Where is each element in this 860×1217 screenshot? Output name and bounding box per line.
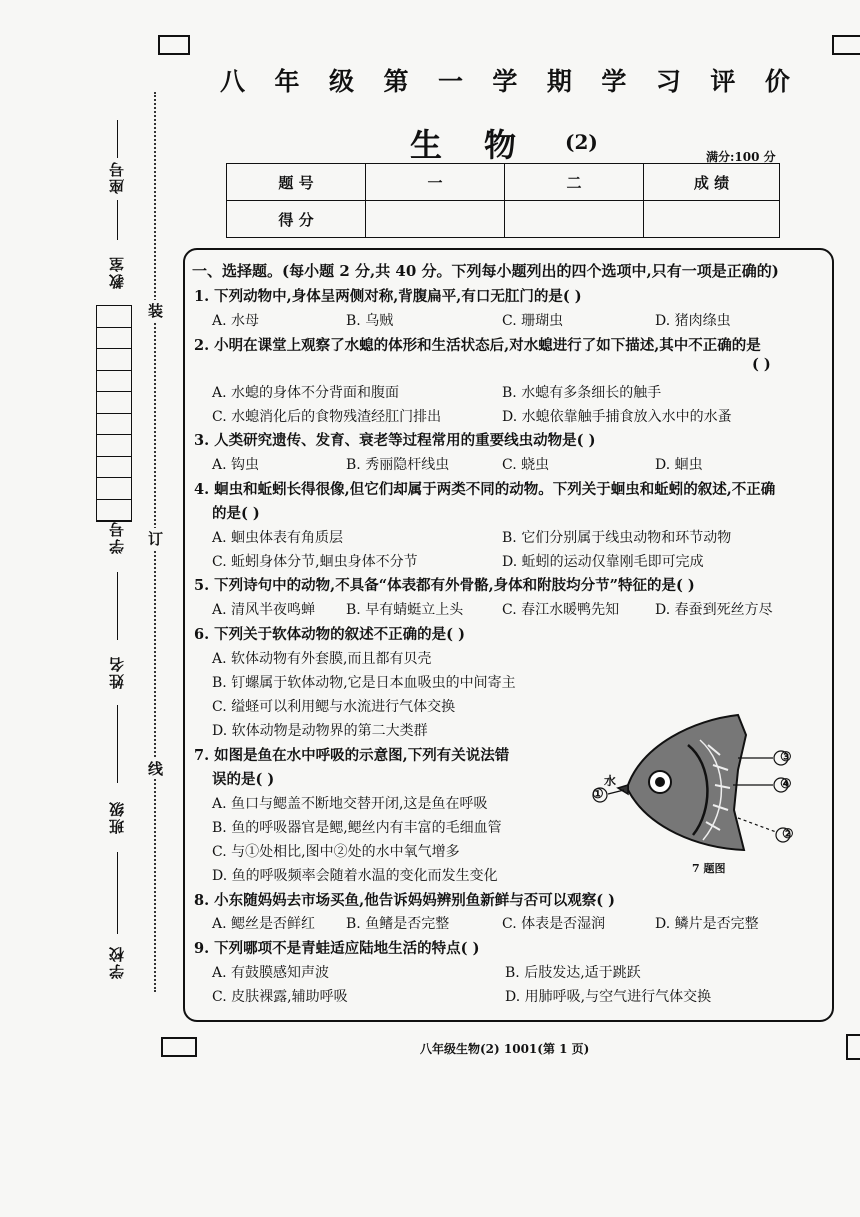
question-4-option-a[interactable]: A. 蛔虫体表有角质层 [212, 530, 344, 546]
bind-mark-xian: 线 [148, 760, 164, 778]
question-2-stem: 2. 小明在课堂上观察了水螅的体形和生活状态后,对水螅进行了如下描述,其中不正确的是 [194, 337, 761, 354]
student-no-label: 学号 [108, 520, 126, 554]
question-1-stem: 1. 下列动物中,身体呈两侧对称,背腹扁平,有口无肛门的是( ) [194, 288, 582, 305]
question-4-option-b[interactable]: B. 它们分别属于线虫动物和环节动物 [502, 530, 732, 546]
question-5-option-d[interactable]: D. 春蚕到死丝方尽 [655, 602, 773, 618]
table-cell: 一 [366, 164, 505, 201]
question-6-option-b[interactable]: B. 钉螺属于软体动物,它是日本血吸虫的中间寄主 [212, 675, 516, 691]
question-2-stem-tail: ( ) [752, 356, 771, 373]
registration-mark-top-left [158, 35, 190, 55]
question-5-option-a[interactable]: A. 清风半夜鸣蝉 [212, 602, 316, 618]
table-cell: 题 号 [227, 164, 366, 201]
question-7-option-b[interactable]: B. 鱼的呼吸器官是鳃,鳃丝内有丰富的毛细血管 [212, 820, 502, 836]
score-table-row [227, 201, 780, 238]
title-char: 级 [328, 67, 354, 96]
question-1-option-c[interactable]: C. 珊瑚虫 [502, 313, 564, 329]
registration-mark-bottom-right [846, 1034, 860, 1060]
question-3-option-c[interactable]: C. 蛲虫 [502, 457, 550, 473]
question-2-option-a[interactable]: A. 水螅的身体不分背面和腹面 [212, 385, 400, 401]
question-9-option-a[interactable]: A. 有鼓膜感知声波 [212, 965, 330, 981]
question-2-option-b[interactable]: B. 水螅有多条细长的触手 [502, 385, 662, 401]
question-9-option-c[interactable]: C. 皮肤裸露,辅助呼吸 [212, 989, 348, 1005]
question-8-stem: 8. 小东随妈妈去市场买鱼,他告诉妈妈辨别鱼新鲜与否可以观察( ) [194, 892, 616, 909]
question-7-option-d[interactable]: D. 鱼的呼吸频率会随着水温的变化而发生变化 [212, 868, 498, 884]
question-7-option-c[interactable]: C. 与①处相比,图中②处的水中氧气增多 [212, 844, 460, 860]
question-4-stem: 4. 蛔虫和蚯蚓长得很像,但它们却属于两类不同的动物。下列关于蛔虫和蚯蚓的叙述,不正确 [194, 481, 776, 498]
title-char: 年 [274, 67, 300, 96]
registration-mark-top-right [832, 35, 860, 55]
question-9-stem: 9. 下列哪项不是青蛙适应陆地生活的特点( ) [194, 940, 480, 957]
question-5-stem: 5. 下列诗句中的动物,不具备“体表都有外骨骼,身体和附肢均分节”特征的是( ) [194, 577, 695, 594]
score-input-cell[interactable] [505, 201, 644, 238]
question-1-option-b[interactable]: B. 乌贼 [346, 313, 394, 329]
seat-field-line [117, 200, 118, 240]
question-7-option-a[interactable]: A. 鱼口与鳃盖不断地交替开闭,这是鱼在呼吸 [212, 796, 488, 812]
question-8-option-c[interactable]: C. 体表是否湿润 [502, 916, 606, 932]
name-field[interactable] [117, 572, 118, 640]
score-table-header-row [227, 164, 780, 201]
class-field[interactable] [117, 705, 118, 783]
question-1-option-a[interactable]: A. 水母 [212, 313, 260, 329]
bind-mark-ding: 订 [148, 530, 164, 548]
question-5-option-b[interactable]: B. 早有蜻蜓立上头 [346, 602, 464, 618]
title-char: 习 [655, 67, 681, 96]
figure-label-1: ① [592, 787, 604, 802]
registration-mark-bottom-left [161, 1037, 197, 1057]
score-input-cell[interactable] [644, 201, 780, 238]
question-8-option-d[interactable]: D. 鳞片是否完整 [655, 916, 759, 932]
section-heading: 一、选择题。(每小题 2 分,共 40 分。下列每小题列出的四个选项中,只有一项是正确的) [192, 262, 779, 280]
bind-mark-zhuang: 装 [148, 302, 164, 320]
title-char: 价 [764, 67, 790, 96]
question-5-option-c[interactable]: C. 春江水暖鸭先知 [502, 602, 620, 618]
question-9-option-d[interactable]: D. 用肺呼吸,与空气进行气体交换 [505, 989, 712, 1005]
table-cell: 成 绩 [644, 164, 780, 201]
school-field[interactable] [117, 852, 118, 934]
question-3-stem: 3. 人类研究遗传、发育、衰老等过程常用的重要线虫动物是( ) [194, 432, 596, 449]
question-4-stem-tail: 的是( ) [212, 505, 260, 522]
exam-title [220, 62, 790, 98]
classroom-label: 教室 [108, 255, 126, 289]
score-input-cell[interactable] [366, 201, 505, 238]
full-mark: 满分:100 分 [706, 150, 776, 164]
seat-field[interactable] [117, 120, 118, 158]
figure-label-3: ③ [780, 750, 792, 765]
question-7-stem-tail: 误的是( ) [212, 771, 275, 788]
question-8-option-a[interactable]: A. 鳃丝是否鲜红 [212, 916, 316, 932]
score-table [226, 163, 780, 238]
subject-number: (2) [565, 130, 598, 154]
name-label: 姓名 [108, 655, 126, 689]
title-char: 一 [437, 67, 463, 96]
question-6-stem: 6. 下列关于软体动物的叙述不正确的是( ) [194, 626, 465, 643]
question-7-stem: 7. 如图是鱼在水中呼吸的示意图,下列有关说法错 [194, 747, 510, 764]
seat-label: 座号 [108, 160, 126, 194]
title-char: 评 [710, 67, 736, 96]
figure-caption: 7 题图 [692, 862, 726, 875]
question-3-option-a[interactable]: A. 钩虫 [212, 457, 260, 473]
table-cell: 得 分 [227, 201, 366, 238]
student-number-grid[interactable] [96, 305, 132, 522]
figure-water-label: 水 [604, 774, 617, 788]
table-cell: 二 [505, 164, 644, 201]
title-char: 八 [220, 67, 246, 96]
page-footer: 八年级生物(2) 1001(第 1 页) [420, 1042, 590, 1056]
question-8-option-b[interactable]: B. 鱼鳍是否完整 [346, 916, 450, 932]
question-4-option-d[interactable]: D. 蚯蚓的运动仅靠刚毛即可完成 [502, 554, 704, 570]
question-1-option-d[interactable]: D. 猪肉绦虫 [655, 313, 731, 329]
class-label: 班级 [108, 800, 126, 834]
question-3-option-d[interactable]: D. 蛔虫 [655, 457, 703, 473]
question-2-option-c[interactable]: C. 水螅消化后的食物残渣经肛门排出 [212, 409, 442, 425]
subject-title: 生物 [410, 126, 559, 164]
title-char: 第 [383, 67, 409, 96]
question-2-option-d[interactable]: D. 水螅依靠触手捕食放入水中的水蚤 [502, 409, 732, 425]
question-6-option-c[interactable]: C. 缢蛏可以利用鳃与水流进行气体交换 [212, 699, 456, 715]
question-6-option-a[interactable]: A. 软体动物有外套膜,而且都有贝壳 [212, 651, 432, 667]
question-9-option-b[interactable]: B. 后肢发达,适于跳跃 [505, 965, 641, 981]
school-label: 学校 [108, 945, 126, 979]
title-char: 学 [601, 67, 627, 96]
fish-respiration-figure [588, 710, 808, 860]
title-char: 期 [546, 67, 572, 96]
figure-label-2: ② [782, 827, 794, 842]
question-6-option-d[interactable]: D. 软体动物是动物界的第二大类群 [212, 723, 428, 739]
question-4-option-c[interactable]: C. 蚯蚓身体分节,蛔虫身体不分节 [212, 554, 418, 570]
question-3-option-b[interactable]: B. 秀丽隐杆线虫 [346, 457, 450, 473]
figure-label-4: ④ [780, 777, 792, 792]
title-char: 学 [492, 67, 518, 96]
